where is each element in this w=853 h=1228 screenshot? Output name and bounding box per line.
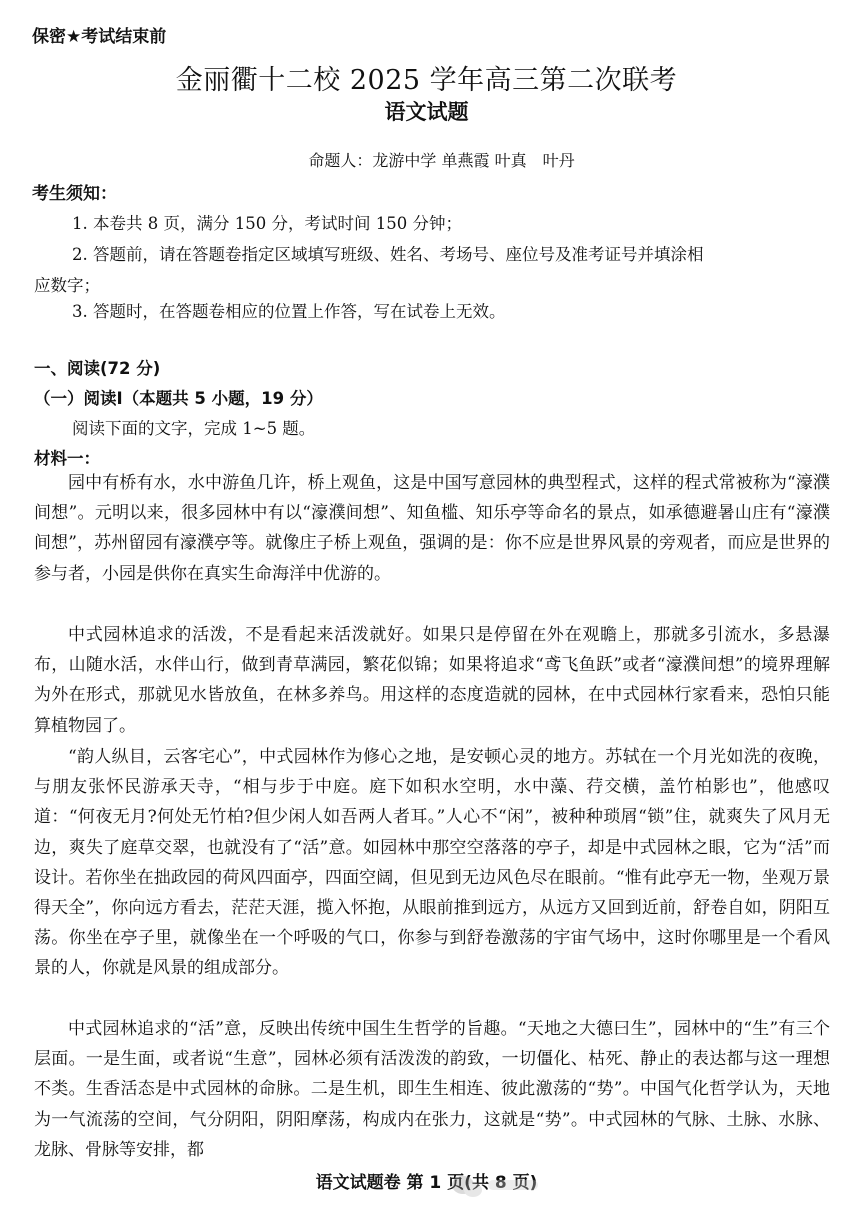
confidential-label: 保密★考试结束前	[32, 27, 167, 47]
subject-title: 语文试题	[384, 100, 469, 124]
notice-heading: 考生须知：	[32, 184, 117, 204]
paragraph-4: 中式园林追求的“活”意，反映出传统中国生生哲学的旨趣。“天地之大德曰生”，园林中的“生”有三个层面。一是生面，或者说“生意”，园林必须有活泼泼的韵致，一切僵化、枯死、静止的表达都与这一理想不类。生香活态是中式园林的命脉。二是生机，即生生相连、彼此激荡的“势”。中国气化哲学认为，天地为一气流荡的空间，气分阴阳，阴阳摩荡，构成内在张力，这就是“势”。中式园林的气脉、土脉、水脉、龙脉、骨脉等安排，都	[34, 1019, 830, 1160]
paragraph-2: 中式园林追求的活泼，不是看起来活泼就好。如果只是停留在外在观瞻上，那就多引流水，多悬瀑布，山随水活，水伴山行，做到青草满园，繁花似锦；如果将追求“鸢飞鱼跃”或者“濠濮间想”的境界理解为外在形式，那就见水皆放鱼，在林多养鸟。用这样的态度造就的园林，在中式园林行家看来，恐怕只能算植物园了。	[34, 625, 830, 736]
notice-item-2-cont: 应数字；	[34, 276, 100, 295]
notice-item-2: 2. 答题前，请在答题卷指定区域填写班级、姓名、考场号、座位号及准考证号并填涂相	[72, 245, 704, 264]
paragraph-1: 园中有桥有水，水中游鱼几许，桥上观鱼，这是中国写意园林的典型程式，这样的程式常被称为“濠濮间想”。元明以来，很多园林中有以“濠濮间想”、知鱼槛、知乐亭等命名的景点，如承德避暑山庄有“濠濮间想”，苏州留园有濠濮亭等。就像庄子桥上观鱼，强调的是：你不应是世界风景的旁观者，而应是世界的参与者，小园是供你在真实生命海洋中优游的。	[34, 473, 830, 584]
notice-item-3: 3. 答题时，在答题卷相应的位置上作答，写在试卷上无效。	[72, 302, 506, 321]
paragraph-3: “韵人纵目，云客宅心”，中式园林作为修心之地，是安顿心灵的地方。苏轼在一个月光如洗的夜晚，与朋友张怀民游承天寺，“相与步于中庭。庭下如积水空明，水中藻、荇交横，盖竹柏影也”，他感叹道：“何夜无月?何处无竹柏?但少闲人如吾两人者耳。”人心不“闲”，被种种琐屑“锁”住，就爽失了风月无边，爽失了庭草交翠，也就没有了“活”意。如园林中那空空落落的亭子，却是中式园林之眼，它为“活”而设计。若你坐在拙政园的荷风四面亭，四面空阔，但见到无边风色尽在眼前。“惟有此亭无一物，坐观万景得天全”，你向远方看去，茫茫天涯，揽入怀抱，从眼前推到远方，从远方又回到近前，舒卷自如，阴阳互荡。你坐在亭子里，就像坐在一个呼吸的气口，你参与到舒卷激荡的宇宙气场中，这时你哪里是一个看风景的人，你就是风景的组成部分。	[34, 747, 830, 979]
section-heading: 一、阅读(72 分)	[34, 359, 161, 378]
exam-title: 金丽衢十二校 2025 学年高三第二次联考	[175, 65, 678, 96]
material-label: 材料一：	[34, 449, 100, 468]
watermark-icon	[448, 1170, 548, 1200]
authors-line: 命题人：龙游中学 单燕霞 叶真 叶丹	[308, 151, 575, 170]
notice-item-1: 1. 本卷共 8 页，满分 150 分，考试时间 150 分钟；	[72, 214, 462, 233]
instruction-text: 阅读下面的文字，完成 1~5 题。	[72, 419, 316, 438]
section-subheading: （一）阅读Ⅰ（本题共 5 小题，19 分）	[34, 389, 323, 408]
page-footer: 语文试题卷 第 1 页(共 8 页)	[315, 1173, 538, 1193]
